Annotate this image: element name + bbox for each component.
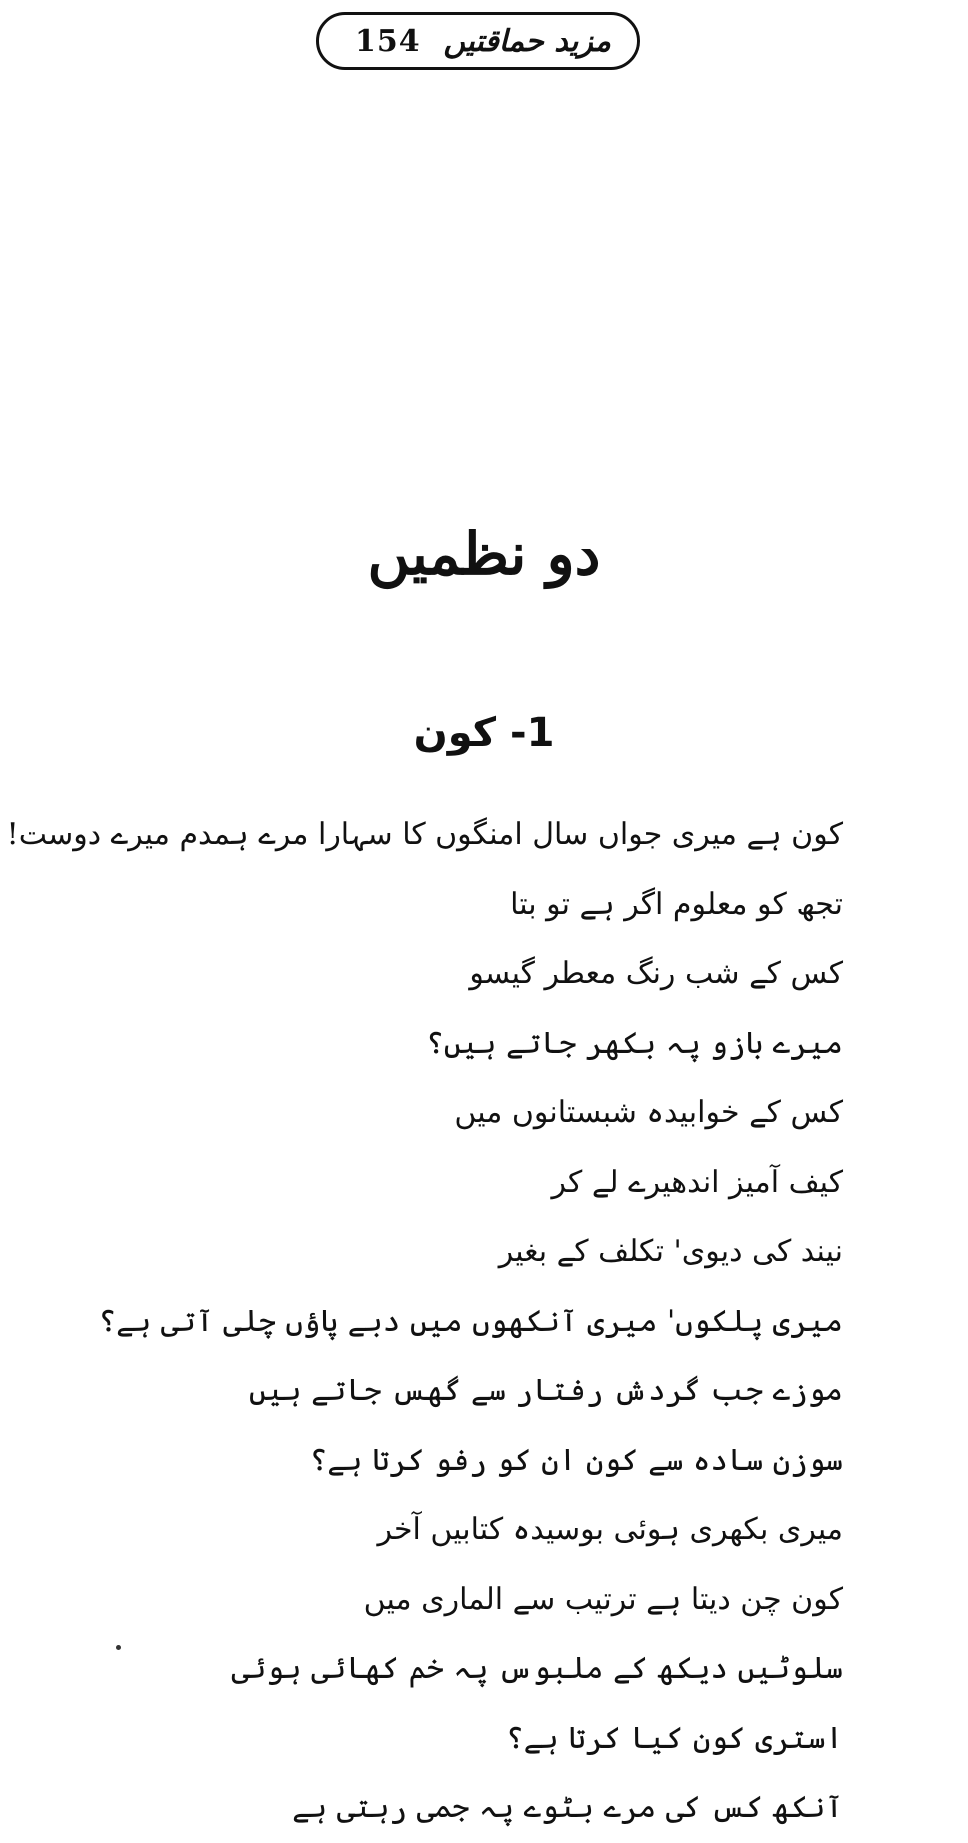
book-title: مزید حماقتیں bbox=[443, 23, 611, 59]
poem-line: میرے بازو پہ بکھر جاتے ہیں؟ bbox=[426, 1025, 843, 1061]
collection-title: دو نظمیں bbox=[367, 520, 601, 588]
poem-line: میری پلکوں' میری آنکھوں میں دبے پاؤں چلی آتی ہے؟ bbox=[98, 1303, 843, 1339]
poem-line: تجھ کو معلوم اگر ہے تو بتا bbox=[510, 886, 843, 922]
poem-line: آنکھ کس کی مرے بٹوے پہ جمی رہتی ہے bbox=[292, 1790, 843, 1825]
poem-line: استری کون کیا کرتا ہے؟ bbox=[506, 1720, 843, 1756]
poem-line: سوزن سادہ سے کون ان کو رفو کرتا ہے؟ bbox=[309, 1442, 843, 1478]
poem-line: سلوٹیں دیکھ کے ملبوس پہ خم کھائی ہوئی bbox=[231, 1651, 843, 1686]
poem-body bbox=[6, 800, 843, 1843]
poem-line: موزے جب گردش رفتار سے گھس جاتے ہیں bbox=[248, 1373, 843, 1408]
poem-line: کیف آمیز اندھیرے لے کر bbox=[551, 1164, 843, 1200]
scan-speck bbox=[116, 1645, 121, 1650]
poem-line: کون ہے میری جواں سال امنگوں کا سہارا مرے ہمدم میرے دوست! bbox=[6, 817, 843, 852]
poem-line: کون چن دیتا ہے ترتیب سے الماری میں bbox=[363, 1581, 843, 1617]
page-number: 154 bbox=[355, 23, 421, 59]
poem-line: کس کے خوابیدہ شبستانوں میں bbox=[454, 1095, 843, 1130]
running-header bbox=[316, 12, 640, 70]
poem-line: میری بکھری ہوئی بوسیدہ کتابیں آخر bbox=[377, 1512, 843, 1547]
poem-line: نیند کی دیوی' تکلف کے بغیر bbox=[498, 1234, 843, 1269]
poem-line: کس کے شب رنگ معطر گیسو bbox=[469, 956, 843, 991]
poem-title: 1- کون bbox=[413, 710, 555, 756]
